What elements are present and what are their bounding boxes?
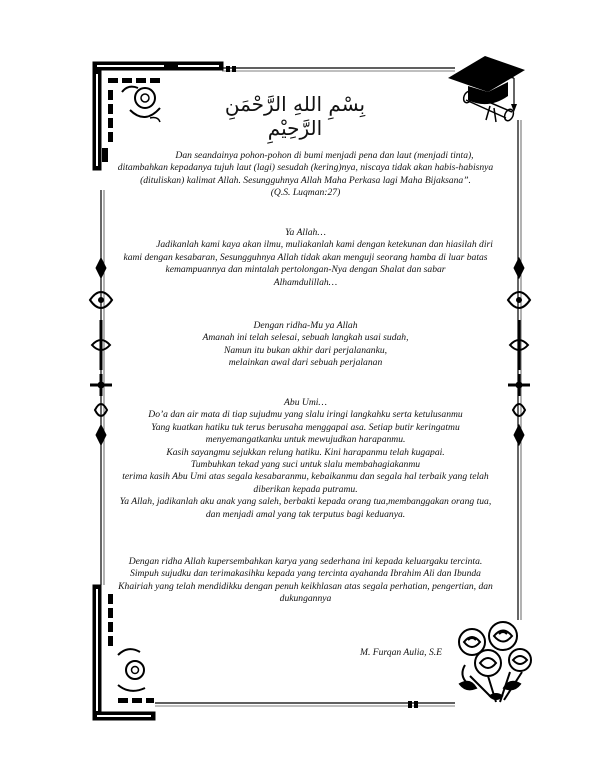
author-signature: M. Furqan Aulia, S.E bbox=[359, 647, 443, 658]
ridha-line: Namun itu bukan akhir dari perjalananku, bbox=[223, 344, 388, 356]
ridha-line: Dengan ridha-Mu ya Allah bbox=[253, 320, 358, 331]
graduation-cap-icon bbox=[448, 56, 525, 112]
parents-line: dan menjadi amal yang tak terputus bagi keduanya. bbox=[205, 508, 406, 520]
prayer-block bbox=[108, 227, 503, 289]
quote-source: (Q.S. Luqman:27) bbox=[270, 187, 341, 199]
dedication-block bbox=[108, 556, 503, 606]
prayer-line: Alhamdulillah… bbox=[273, 276, 338, 288]
ridha-line: melainkan awal dari sebuah perjalanan bbox=[228, 357, 383, 369]
top-border bbox=[222, 66, 455, 72]
rose-bouquet-icon bbox=[459, 622, 531, 702]
parents-line: Yang kuatkan hatiku tuk terus berusaha menggapai asa. Setiap butir keringatmu bbox=[151, 421, 460, 433]
bismillah-calligraphy: بِسْمِ اللهِ الرَّحْمَنِ الرَّحِيْمِ bbox=[224, 92, 366, 140]
parents-line: terima kasih Abu Umi atas segala kesabaranmu, kebaikanmu dan segala hal terbaik yang telah bbox=[122, 471, 489, 483]
ridha-line: Amanah ini telah selesai, sebuah langkah usai sudah, bbox=[202, 332, 409, 344]
ridha-block bbox=[108, 320, 503, 370]
parents-line: Do’a dan air mata di tiap sujudmu yang slalu iringi langkahku serta ketulusanmu bbox=[148, 409, 463, 421]
parents-line: Kasih sayangmu sejukkan relung hatiku. Kini harapanmu telah kugapai. bbox=[166, 446, 445, 458]
parents-block bbox=[108, 397, 503, 521]
parents-line: Ya Allah, jadikanlah aku anak yang saleh, berbakti kepada orang tua,membanggakan orang tua, bbox=[119, 496, 492, 508]
bottom-border bbox=[155, 701, 455, 708]
prayer-heading: Ya Allah… bbox=[285, 227, 326, 238]
side-ornament-icon bbox=[508, 258, 530, 445]
prayer-line: kami dengan kesabaran, Sesungguhnya Allah tidak akan menguji seorang hamba di luar batas bbox=[123, 251, 488, 263]
parents-line: Tumbuhkan tekad yang suci untuk slalu membahagiakanmu bbox=[190, 459, 421, 471]
quote-line: Dan seandainya pohon-pohon di bumi menjadi pena dan laut (menjadi tinta), bbox=[175, 150, 474, 161]
dedication-line: Simpuh sujudku dan terimakasihku kepada yang tercinta ayahanda Ibrahim Ali dan Ibunda bbox=[130, 568, 481, 580]
parents-line: diberikan kepada putramu. bbox=[253, 483, 358, 495]
dedication-line: Dengan ridha Allah kupersembahkan karya yang sederhana ini kepada keluargaku tercinta. bbox=[128, 556, 483, 567]
prayer-line: kemampuannya dan mintalah pertolongan-Nya dengan Shalat dan sabar bbox=[165, 264, 446, 276]
parents-heading: Abu Umi… bbox=[284, 397, 327, 408]
parents-line: menyemangatkanku untuk mewujudkan harapanmu. bbox=[205, 434, 406, 446]
quran-quote bbox=[108, 150, 503, 200]
quote-line: ditambahkan kepadanya tujuh laut (lagi) sesudah (kering)nya, niscaya tidak akan habis-habisnya bbox=[117, 162, 494, 174]
dedication-line: dukungannya bbox=[279, 593, 332, 605]
quote-line: (dituliskan) kalimat Allah. Sesungguhnya Allah Maha Perkasa lagi Maha Bijaksana”. bbox=[140, 174, 471, 186]
prayer-line: Jadikanlah kami kaya akan ilmu, muliakanlah kami dengan ketekunan dan hiasilah diri bbox=[156, 239, 493, 251]
dedication-line: Khairiah yang telah mendidikku dengan penuh keikhlasan atas segala perhatian, pengertian, dan bbox=[118, 580, 493, 592]
